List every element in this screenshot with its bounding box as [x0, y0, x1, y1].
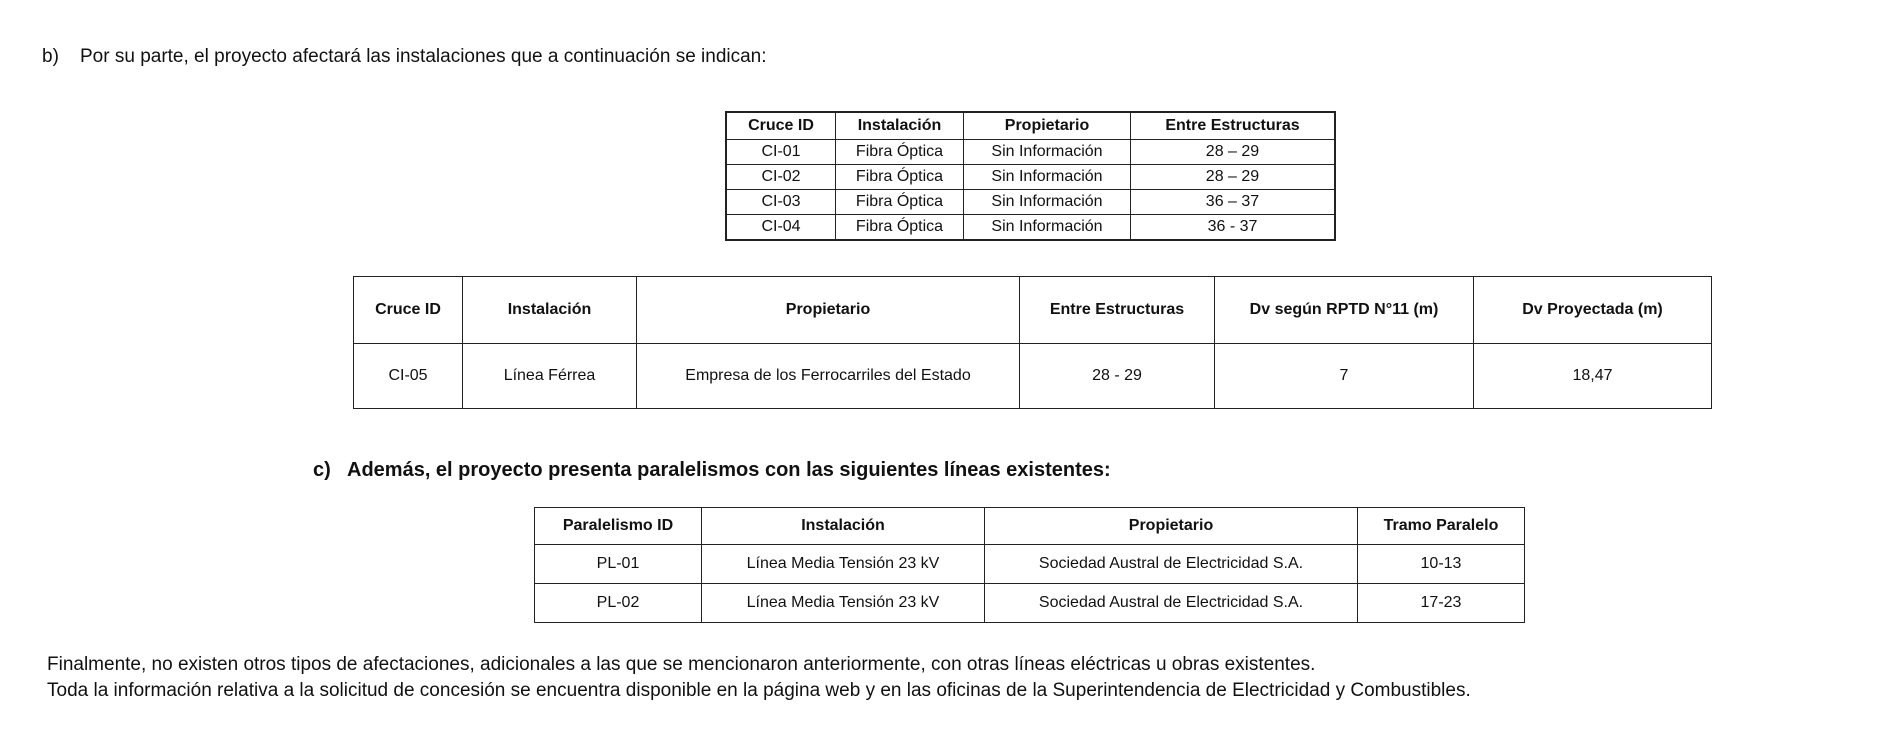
header-cruce-id: Cruce ID	[726, 112, 836, 140]
cell-tramo-paralelo: 10-13	[1358, 545, 1525, 584]
cell-entre-estructuras: 36 – 37	[1131, 190, 1336, 215]
header-paralelismo-id: Paralelismo ID	[535, 508, 702, 545]
parallelism-table	[534, 507, 1525, 623]
table-row	[726, 140, 1335, 165]
cell-cruce-id: CI-05	[354, 344, 463, 409]
cell-tramo-paralelo: 17-23	[1358, 584, 1525, 623]
table-row	[535, 545, 1525, 584]
header-cruce-id: Cruce ID	[354, 277, 463, 344]
table-row	[726, 215, 1335, 241]
cell-propietario: Sin Información	[964, 165, 1131, 190]
table-header-row	[354, 277, 1712, 344]
cell-propietario: Sociedad Austral de Electricidad S.A.	[985, 545, 1358, 584]
closing-line-2: Toda la información relativa a la solicitud de concesión se encuentra disponible en la página web y en las oficinas de la Superintendencia de Electricidad y Combustibles.	[47, 680, 1471, 701]
cell-instalacion: Fibra Óptica	[836, 165, 964, 190]
header-instalacion: Instalación	[463, 277, 637, 344]
header-entre-estructuras: Entre Estructuras	[1020, 277, 1215, 344]
cell-instalacion: Fibra Óptica	[836, 215, 964, 241]
section-b-label: b)	[42, 46, 59, 67]
crossings-table-fiber	[725, 111, 1336, 241]
cell-propietario	[637, 344, 1020, 409]
cell-propietario: Sin Información	[964, 140, 1131, 165]
section-c-text: Además, el proyecto presenta paralelismos con las siguientes líneas existentes:	[347, 459, 1111, 481]
cell-instalacion: Línea Férrea	[463, 344, 637, 409]
cell-cruce-id: CI-01	[726, 140, 836, 165]
cell-instalacion: Fibra Óptica	[836, 190, 964, 215]
table-header-row	[726, 112, 1335, 140]
cell-entre-estructuras: 36 - 37	[1131, 215, 1336, 241]
cell-instalacion: Línea Media Tensión 23 kV	[702, 545, 985, 584]
cell-paralelismo-id: PL-01	[535, 545, 702, 584]
section-b-text: Por su parte, el proyecto afectará las instalaciones que a continuación se indican:	[80, 46, 767, 67]
closing-line-1: Finalmente, no existen otros tipos de afectaciones, adicionales a las que se mencionaron anteriormente, con otras líneas eléctricas u obras existentes.	[47, 654, 1316, 675]
cell-propietario-text: Empresa de los Ferrocarriles del Estado	[685, 367, 971, 384]
header-propietario: Propietario	[637, 277, 1020, 344]
header-dv-rptd: Dv según RPTD N°11 (m)	[1215, 277, 1474, 344]
cell-paralelismo-id: PL-02	[535, 584, 702, 623]
cell-entre-estructuras: 28 – 29	[1131, 165, 1336, 190]
cell-propietario: Sin Información	[964, 190, 1131, 215]
header-dv-proyectada: Dv Proyectada (m)	[1474, 277, 1712, 344]
cell-propietario: Sin Información	[964, 215, 1131, 241]
table-header-row	[535, 508, 1525, 545]
cell-cruce-id: CI-03	[726, 190, 836, 215]
table-row	[535, 584, 1525, 623]
header-instalacion: Instalación	[702, 508, 985, 545]
header-propietario: Propietario	[985, 508, 1358, 545]
section-b-paragraph	[42, 46, 767, 68]
header-propietario: Propietario	[964, 112, 1131, 140]
header-entre-estructuras: Entre Estructuras	[1131, 112, 1336, 140]
cell-dv-rptd: 7	[1215, 344, 1474, 409]
cell-dv-proyectada: 18,47	[1474, 344, 1712, 409]
crossings-table-railway	[353, 276, 1712, 409]
cell-instalacion: Fibra Óptica	[836, 140, 964, 165]
table-row	[726, 190, 1335, 215]
cell-cruce-id: CI-02	[726, 165, 836, 190]
cell-instalacion: Línea Media Tensión 23 kV	[702, 584, 985, 623]
header-tramo-paralelo: Tramo Paralelo	[1358, 508, 1525, 545]
closing-paragraph	[47, 652, 1471, 704]
section-c-heading	[313, 459, 1111, 482]
cell-propietario: Sociedad Austral de Electricidad S.A.	[985, 584, 1358, 623]
table-row	[726, 165, 1335, 190]
cell-cruce-id: CI-04	[726, 215, 836, 241]
table-row	[354, 344, 1712, 409]
cell-entre-estructuras: 28 – 29	[1131, 140, 1336, 165]
section-c-label: c)	[313, 459, 331, 481]
header-instalacion: Instalación	[836, 112, 964, 140]
cell-entre-estructuras: 28 - 29	[1020, 344, 1215, 409]
